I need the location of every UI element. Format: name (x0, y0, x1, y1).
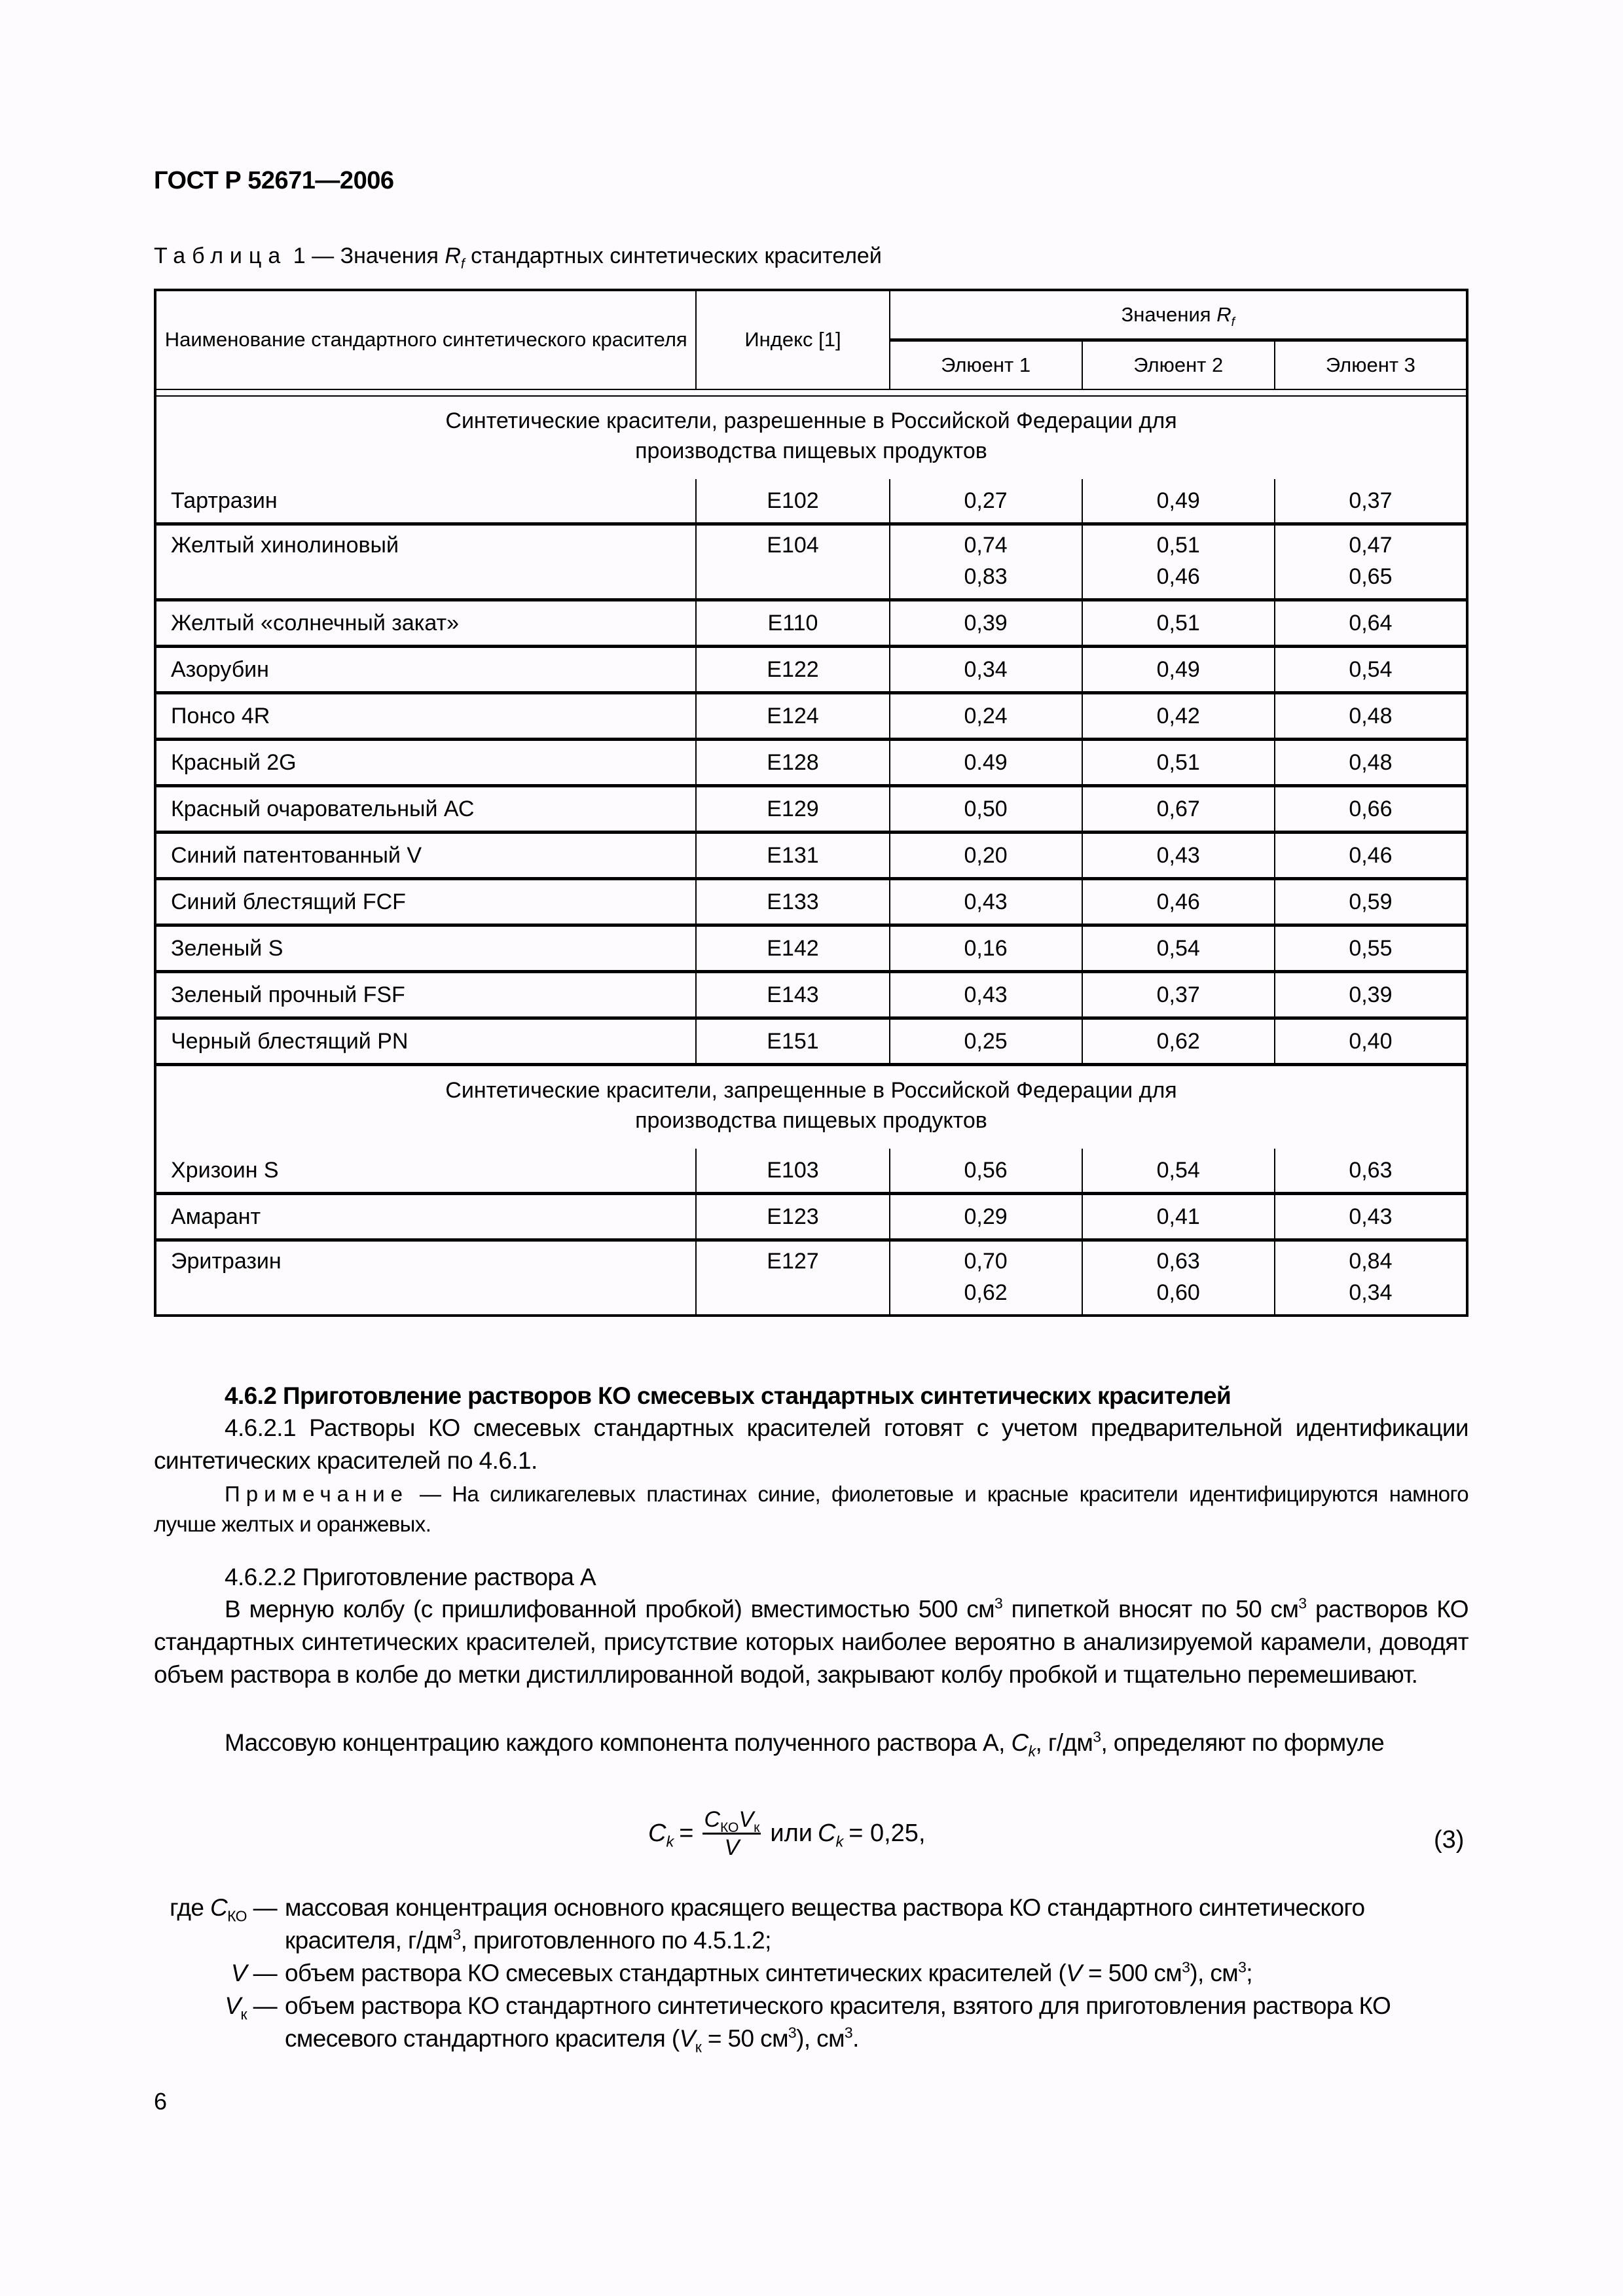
column-header-index: Индекс [1] (696, 290, 889, 389)
table-row (155, 600, 1467, 647)
rf-value: 0,16 (964, 936, 1008, 961)
table-caption-text: стандартных синтетических красителей (464, 243, 882, 268)
rf-eluent-1 (890, 1194, 1082, 1240)
text-run: пипеткой вносят по 50 см (1002, 1596, 1299, 1623)
paragraph-mass-concentration (154, 1727, 1468, 1759)
dye-name: Тартразин (155, 479, 696, 524)
rf-eluent-2 (1082, 1240, 1275, 1316)
dye-index: E133 (696, 879, 889, 925)
dye-name: Понсо 4R (155, 693, 696, 740)
dye-index: E110 (696, 600, 889, 647)
formula-or: или (770, 1820, 812, 1847)
group-title: Синтетические красители, разрешенные в Российской Федерации для производства пищевых продуктов (155, 396, 1467, 479)
rf-value: 0,20 (964, 843, 1008, 868)
definition-v (154, 1957, 1468, 1990)
rf-eluent-3 (1275, 1018, 1467, 1065)
rf-value: 0,25 (964, 1029, 1008, 1054)
equals-sign: = (679, 1820, 694, 1847)
rf-symbol: R (1216, 302, 1231, 326)
subscript: k (835, 1833, 844, 1850)
table-row (155, 1240, 1467, 1316)
dye-name: Синий патентованный V (155, 833, 696, 879)
rf-eluent-2 (1082, 600, 1275, 647)
rf-eluent-2 (1082, 1018, 1275, 1065)
subscript: k (666, 1833, 674, 1850)
text-run: . (852, 2025, 859, 2052)
dash: — (253, 1992, 277, 2019)
dye-name: Красный очаровательный АС (155, 786, 696, 833)
text-run: = 50 см (701, 2025, 788, 2052)
text-run: , приготовленного по 4.5.1.2; (460, 1927, 771, 1954)
table-row (155, 972, 1467, 1018)
rf-value: 0,62 (1156, 1029, 1200, 1054)
subscript: к (240, 2005, 247, 2023)
definition-text (285, 1892, 1468, 1957)
fraction-denominator (725, 1835, 740, 1861)
rf-eluent-3 (1275, 524, 1467, 600)
rf-value: 0,39 (1349, 982, 1393, 1007)
table-row (155, 1018, 1467, 1065)
superscript: 3 (994, 1594, 1003, 1612)
rf-value: 0,37 (1349, 488, 1393, 513)
superscript: 3 (1093, 1728, 1101, 1746)
rf-value: 0,67 (1156, 797, 1200, 821)
section-heading-4-6-2-2: 4.6.2.2 Приготовление раствора А (225, 1564, 596, 1590)
rf-eluent-3 (1275, 786, 1467, 833)
definitions-list (154, 1892, 1468, 2055)
dye-index: E142 (696, 925, 889, 972)
table-caption-number: 1 (293, 243, 306, 268)
symbol-c: C (1011, 1729, 1029, 1756)
column-header-eluent-3: Элюент 3 (1275, 340, 1467, 390)
rf-subscript: f (460, 256, 465, 272)
column-header-eluent-2: Элюент 2 (1082, 340, 1275, 390)
rf-value: 0,64 (1349, 611, 1393, 636)
symbol-v: V (679, 2025, 695, 2052)
document-standard-number: ГОСТ Р 52671—2006 (154, 167, 394, 194)
rf-value: 0,56 (964, 1158, 1008, 1183)
dye-name: Желтый «солнечный закат» (155, 600, 696, 647)
rf-value: 0,24 (964, 704, 1008, 728)
rf-eluent-1 (890, 600, 1082, 647)
subscript: к (695, 2038, 702, 2056)
group-header-row (155, 1065, 1467, 1149)
rf-value: 0.49 (964, 750, 1008, 775)
rf-value: 0,46 (1156, 889, 1200, 914)
text-run: = 500 см (1082, 1960, 1182, 1986)
dye-name: Хризоин S (155, 1149, 696, 1194)
rf-value: 0,74 (964, 533, 1008, 558)
superscript: 3 (844, 2024, 853, 2041)
rf-eluent-2 (1082, 693, 1275, 740)
dye-index: E143 (696, 972, 889, 1018)
rf-eluent-2 (1082, 786, 1275, 833)
rf-value: 0,46 (1156, 564, 1200, 589)
symbol-v: V (230, 1960, 247, 1986)
rf-subscript: f (1231, 315, 1235, 329)
header-separator (155, 389, 1467, 396)
rf-eluent-2 (1082, 925, 1275, 972)
rf-value: 0,41 (1156, 1204, 1200, 1229)
dye-index: E127 (696, 1240, 889, 1316)
rf-value: 0,43 (1349, 1204, 1393, 1229)
rf-eluent-3 (1275, 693, 1467, 740)
rf-value: 0,59 (1349, 889, 1393, 914)
dye-name: Азорубин (155, 647, 696, 693)
table-row (155, 740, 1467, 786)
rf-eluent-1 (890, 879, 1082, 925)
subscript: КО (227, 1907, 247, 1925)
rf-eluent-1 (890, 1149, 1082, 1194)
rf-value: 0,27 (964, 488, 1008, 513)
rf-value: 0,43 (964, 889, 1008, 914)
superscript: 3 (788, 2024, 797, 2041)
dye-index: E104 (696, 524, 889, 600)
table-row (155, 786, 1467, 833)
rf-value: 0,63 (1349, 1158, 1393, 1183)
definition-vk (154, 1990, 1468, 2055)
page-number: 6 (154, 2088, 168, 2115)
table-body (155, 389, 1467, 1316)
note-label: Примечание (225, 1482, 409, 1506)
rf-eluent-3 (1275, 740, 1467, 786)
column-header-eluent-1: Элюент 1 (890, 340, 1082, 390)
definition-symbol (154, 1892, 285, 1957)
text-run: объем раствора КО стандартного синтетического красителя, взятого для приготовления раствора КО смесевого стандартного красителя ( (285, 1992, 1391, 2052)
rf-value: 0,49 (1156, 657, 1200, 682)
rf-value: 0,43 (1156, 843, 1200, 868)
rf-eluent-1 (890, 647, 1082, 693)
dash: — (253, 1960, 277, 1986)
table-row (155, 647, 1467, 693)
rf-eluent-3 (1275, 600, 1467, 647)
rf-eluent-3 (1275, 833, 1467, 879)
rf-symbol: R (445, 243, 461, 268)
fraction (702, 1806, 761, 1861)
rf-eluent-1 (890, 479, 1082, 524)
rf-value: 0,70 (964, 1249, 1008, 1274)
dye-name: Зеленый S (155, 925, 696, 972)
rf-value: 0,55 (1349, 936, 1393, 961)
table-row (155, 524, 1467, 600)
rf-eluent-1 (890, 1018, 1082, 1065)
symbol-v: V (724, 1835, 740, 1860)
rf-eluent-2 (1082, 647, 1275, 693)
rf-value: 0,54 (1156, 936, 1200, 961)
column-header-name: Наименование стандартного синтетического красителя (155, 290, 696, 389)
rf-value: 0,51 (1156, 750, 1200, 775)
text-run: , определяют по формуле (1101, 1729, 1385, 1756)
rf-eluent-1 (890, 786, 1082, 833)
dye-name: Эритразин (155, 1240, 696, 1316)
subscript: к (754, 1820, 760, 1835)
definition-symbol (154, 1990, 285, 2055)
rf-value: 0,66 (1349, 797, 1393, 821)
rf-eluent-1 (890, 925, 1082, 972)
text-run: Массовую концентрацию каждого компонента полученного раствора А, (225, 1729, 1012, 1756)
dye-index: E151 (696, 1018, 889, 1065)
dye-name: Желтый хинолиновый (155, 524, 696, 600)
table-caption-dash: — Значения (305, 243, 445, 268)
group-header-row (155, 396, 1467, 479)
dye-name: Амарант (155, 1194, 696, 1240)
text-run: ; (1246, 1960, 1252, 1986)
text-run: растворов КО стандартных синтетических красителей, присутствие которых наиболее вероятно в анализируемой карамели, доводят объем раствора в колбе до метки дистиллированной водой, закрывают колбу пробкой и тщательно перемешивают. (154, 1596, 1468, 1688)
rf-value: 0,54 (1349, 657, 1393, 682)
rf-value: 0,43 (964, 982, 1008, 1007)
dye-name: Зеленый прочный FSF (155, 972, 696, 1018)
text-run: где (170, 1894, 211, 1921)
rf-eluent-3 (1275, 1149, 1467, 1194)
rf-value: 0,48 (1349, 750, 1393, 775)
symbol-c: C (704, 1807, 720, 1832)
table-row (155, 479, 1467, 524)
rf-eluent-2 (1082, 524, 1275, 600)
symbol-v: V (225, 1992, 241, 2019)
table-row (155, 925, 1467, 972)
rf-values-label: Значения (1121, 302, 1217, 326)
definition-symbol (154, 1957, 285, 1990)
symbol-v: V (739, 1807, 754, 1832)
rf-value: 0,51 (1156, 611, 1200, 636)
dye-index: E103 (696, 1149, 889, 1194)
group-title: Синтетические красители, запрещенные в Российской Федерации для производства пищевых продуктов (155, 1065, 1467, 1149)
symbol-c: C (210, 1894, 228, 1921)
table-row (155, 693, 1467, 740)
dye-index: E124 (696, 693, 889, 740)
rf-value: 0,34 (1349, 1280, 1393, 1305)
dye-index: E128 (696, 740, 889, 786)
column-header-rf-values (890, 290, 1467, 340)
rf-eluent-1 (890, 833, 1082, 879)
rf-eluent-1 (890, 1240, 1082, 1316)
rf-eluent-3 (1275, 1194, 1467, 1240)
rf-value: 0,46 (1349, 843, 1393, 868)
rf-value: 0,62 (964, 1280, 1008, 1305)
rf-eluent-2 (1082, 833, 1275, 879)
dye-name: Черный блестящий PN (155, 1018, 696, 1065)
formula-3 (648, 1806, 926, 1861)
rf-eluent-1 (890, 693, 1082, 740)
note-text: — На силикагелевых пластинах синие, фиолетовые и красные красители идентифицируются намного лучше желтых и оранжевых. (154, 1482, 1468, 1536)
rf-value: 0,47 (1349, 533, 1393, 558)
rf-eluent-1 (890, 524, 1082, 600)
rf-eluent-2 (1082, 1149, 1275, 1194)
text-run: , г/дм (1035, 1729, 1093, 1756)
table-row (155, 879, 1467, 925)
fraction-numerator (702, 1806, 761, 1835)
rf-value: 0,40 (1349, 1029, 1393, 1054)
superscript: 3 (452, 1926, 461, 1943)
text-run: ), см (796, 2025, 845, 2052)
table-row (155, 1149, 1467, 1194)
table-row (155, 833, 1467, 879)
symbol-v: V (1066, 1960, 1082, 1986)
table-row (155, 1194, 1467, 1240)
section-heading-4-6-2: 4.6.2 Приготовление растворов КО смесевых стандартных синтетических красителей (225, 1382, 1231, 1409)
paragraph-solution-a (154, 1593, 1468, 1691)
rf-value: 0,48 (1349, 704, 1393, 728)
text-run: В мерную колбу (с пришлифованной пробкой) вместимостью 500 см (225, 1596, 994, 1623)
dye-index: E131 (696, 833, 889, 879)
rf-value: 0,49 (1156, 488, 1200, 513)
dash: — (253, 1894, 277, 1921)
rf-value: 0,60 (1156, 1280, 1200, 1305)
symbol-c: C (818, 1820, 836, 1847)
rf-value: 0,65 (1349, 564, 1393, 589)
rf-value: 0,37 (1156, 982, 1200, 1007)
rf-value: 0,51 (1156, 533, 1200, 558)
superscript: 3 (1182, 1958, 1190, 1976)
separator-cell (155, 389, 1467, 396)
rf-eluent-2 (1082, 879, 1275, 925)
symbol-c: C (648, 1820, 666, 1847)
rf-eluent-3 (1275, 925, 1467, 972)
rf-value: 0,42 (1156, 704, 1200, 728)
text-run: ), см (1190, 1960, 1239, 1986)
table-caption (154, 243, 882, 272)
subscript: k (1028, 1742, 1036, 1760)
text-run: массовая концентрация основного красящего вещества раствора КО стандартного синтетического красителя, г/дм (285, 1894, 1365, 1954)
definition-cko (154, 1892, 1468, 1957)
paragraph-4-6-2-1: 4.6.2.1 Растворы КО смесевых стандартных красителей готовят с учетом предварительной идентификации синтетических красителей по 4.6.1. (154, 1414, 1468, 1474)
rf-values-table (154, 289, 1468, 1317)
rf-eluent-2 (1082, 1194, 1275, 1240)
superscript: 3 (1298, 1594, 1307, 1612)
rf-eluent-3 (1275, 879, 1467, 925)
rf-eluent-2 (1082, 479, 1275, 524)
definition-text (285, 1990, 1468, 2055)
dye-index: E102 (696, 479, 889, 524)
rf-eluent-3 (1275, 647, 1467, 693)
rf-value: 0,29 (964, 1204, 1008, 1229)
rf-eluent-2 (1082, 740, 1275, 786)
note (154, 1479, 1468, 1539)
formula-value: = 0,25, (848, 1820, 926, 1847)
rf-value: 0,50 (964, 797, 1008, 821)
dye-name: Красный 2G (155, 740, 696, 786)
equation-number: (3) (1434, 1826, 1465, 1854)
rf-eluent-3 (1275, 972, 1467, 1018)
text-run: объем раствора КО смесевых стандартных синтетических красителей ( (285, 1960, 1067, 1986)
rf-value: 0,84 (1349, 1249, 1393, 1274)
table-caption-prefix: Таблица (154, 243, 287, 268)
subscript: КО (720, 1820, 739, 1835)
dye-index: E123 (696, 1194, 889, 1240)
rf-eluent-3 (1275, 479, 1467, 524)
rf-eluent-1 (890, 740, 1082, 786)
superscript: 3 (1238, 1958, 1247, 1976)
rf-value: 0,54 (1156, 1158, 1200, 1183)
definition-text (285, 1957, 1468, 1990)
dye-name: Синий блестящий FCF (155, 879, 696, 925)
rf-value: 0,83 (964, 564, 1008, 589)
rf-eluent-1 (890, 972, 1082, 1018)
rf-eluent-3 (1275, 1240, 1467, 1316)
dye-index: E122 (696, 647, 889, 693)
rf-eluent-2 (1082, 972, 1275, 1018)
rf-value: 0,39 (964, 611, 1008, 636)
rf-value: 0,63 (1156, 1249, 1200, 1274)
rf-value: 0,34 (964, 657, 1008, 682)
dye-index: E129 (696, 786, 889, 833)
